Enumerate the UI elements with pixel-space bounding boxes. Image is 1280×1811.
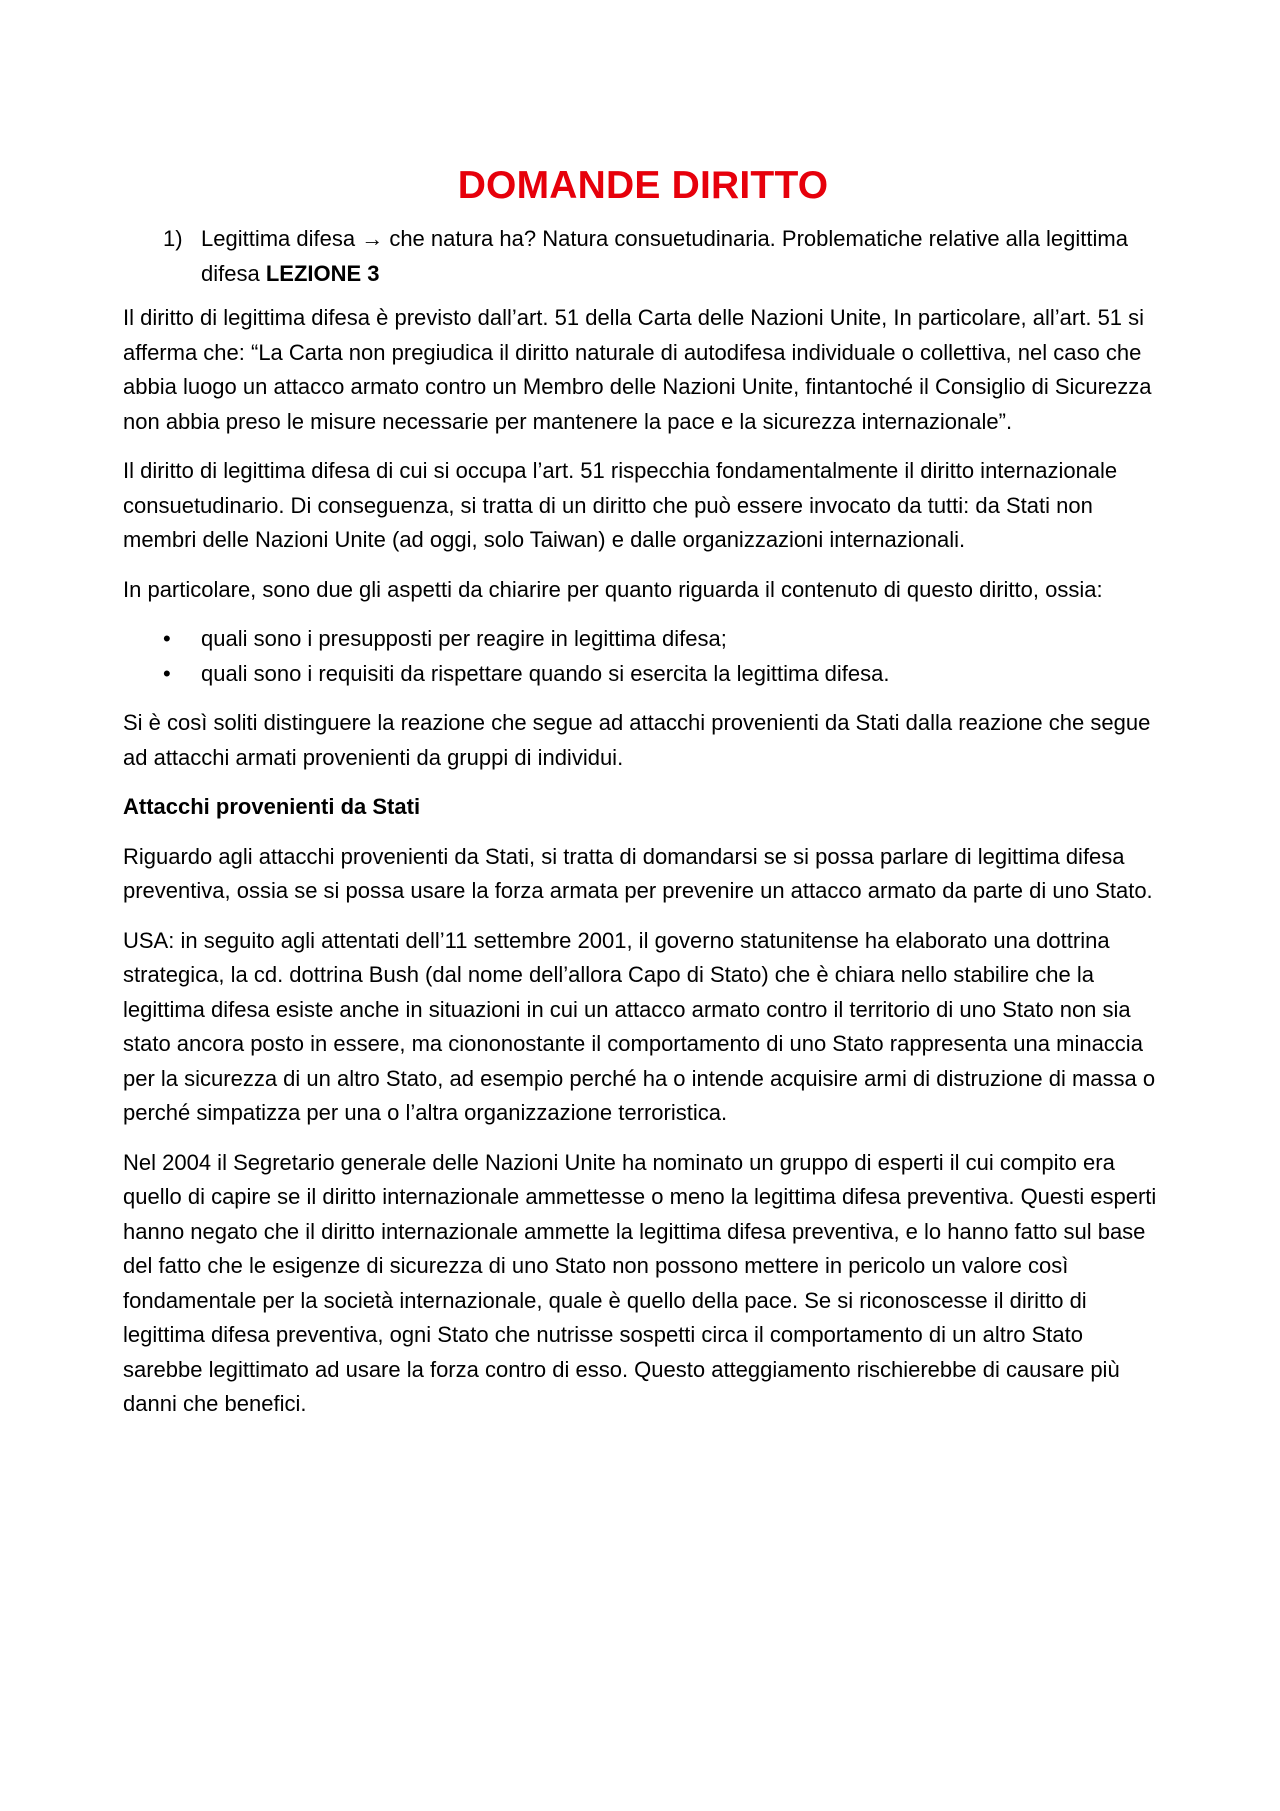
bullet-icon: • [163,660,171,686]
paragraph-art51: Il diritto di legittima difesa è previsto dall’art. 51 della Carta delle Nazioni Unite, In particolare, all’art. 51 si afferma che: “La Carta non pregiudica il diritto naturale di autodifesa individuale o collettiva, nel caso che abbia luogo un attacco armato contro un Membro delle Nazioni Unite, fintantoché il Consiglio di Sicurezza non abbia preso le misure necessarie per mantenere la pace e la sicurezza internazionale”. [123,305,1152,434]
list-item [123,657,1163,692]
right-arrow-icon: → [361,226,384,251]
aspects-list [123,622,1163,691]
document-title: DOMANDE DIRITTO [457,164,829,207]
paragraph-usa: USA: in seguito agli attentati dell’11 settembre 2001, il governo statunitense ha elaborato una dottrina strategica, la cd. dottrina Bush (dal nome dell’allora Capo di Stato) che è chiara nello stabilire che la legittima difesa esiste anche in situazioni in cui un attacco armato contro il territorio di uno Stato non sia stato ancora posto in essere, ma ciononostante il comportamento di uno Stato rappresenta una minaccia per la sicurezza di un altro Stato, ad esempio perché ha o intende acquisire armi di distruzione di massa o perché simpatizza per una o l’altra organizzazione terroristica. [123,927,1156,1125]
paragraph-distinction: Si è così soliti distinguere la reazione che segue ad attacchi provenienti da Stati dalla reazione che segue ad attacchi armati provenienti da gruppi di individui. [123,710,1151,770]
question-text [201,222,1163,291]
section-heading: Attacchi provenienti da Stati [123,794,421,819]
paragraph-customary-law: Il diritto di legittima difesa di cui si occupa l’art. 51 rispecchia fondamentalmente il diritto internazionale consuetudinario. Di conseguenza, si tratta di un diritto che può essere invocato da tutti: da Stati non membri delle Nazioni Unite (ad oggi, solo Taiwan) e dalle organizzazioni internazionali. [123,458,1118,552]
list-item-text: quali sono i requisiti da rispettare quando si esercita la legittima difesa. [201,660,890,686]
question-number: 1) [163,226,183,251]
list-item [123,622,1163,657]
question-text-end: che natura ha? Natura consuetudinaria. Problematiche relative alla legittima difesa [201,226,1128,286]
paragraph-preventive: Riguardo agli attacchi provenienti da Stati, si tratta di domandarsi se si possa parlare di legittima difesa preventiva, ossia se si possa usare la forza armata per prevenire un attacco armato da parte di uno Stato. [123,843,1153,903]
question-list [123,222,1163,291]
list-item-text: quali sono i presupposti per reagire in legittima difesa; [201,626,727,651]
paragraph-2004-experts: Nel 2004 il Segretario generale delle Nazioni Unite ha nominato un gruppo di esperti il cui compito era quello di capire se il diritto internazionale ammettesse o meno la legittima difesa preventiva. Questi esperti hanno negato che il diritto internazionale ammette la legittima difesa preventiva, e lo hanno fatto sul base del fatto che le esigenze di sicurezza di uno Stato non possono mettere in pericolo un valore così fondamentale per la società internazionale, quale è quello della pace. Se si riconoscesse il diritto di legittima difesa preventiva, ogni Stato che nutrisse sospetti circa il comportamento di un altro Stato sarebbe legittimato ad usare la forza contro di esso. Questo atteggiamento rischierebbe di causare più danni che benefici. [123,1149,1157,1416]
document-page [123,150,1163,1437]
bullet-icon: • [163,626,171,651]
paragraph-aspects: In particolare, sono due gli aspetti da chiarire per quanto riguarda il contenuto di questo diritto, ossia: [123,576,1103,602]
question-text-start: Legittima difesa [201,226,362,251]
lesson-label: LEZIONE 3 [265,260,380,286]
question-item [123,222,1163,291]
